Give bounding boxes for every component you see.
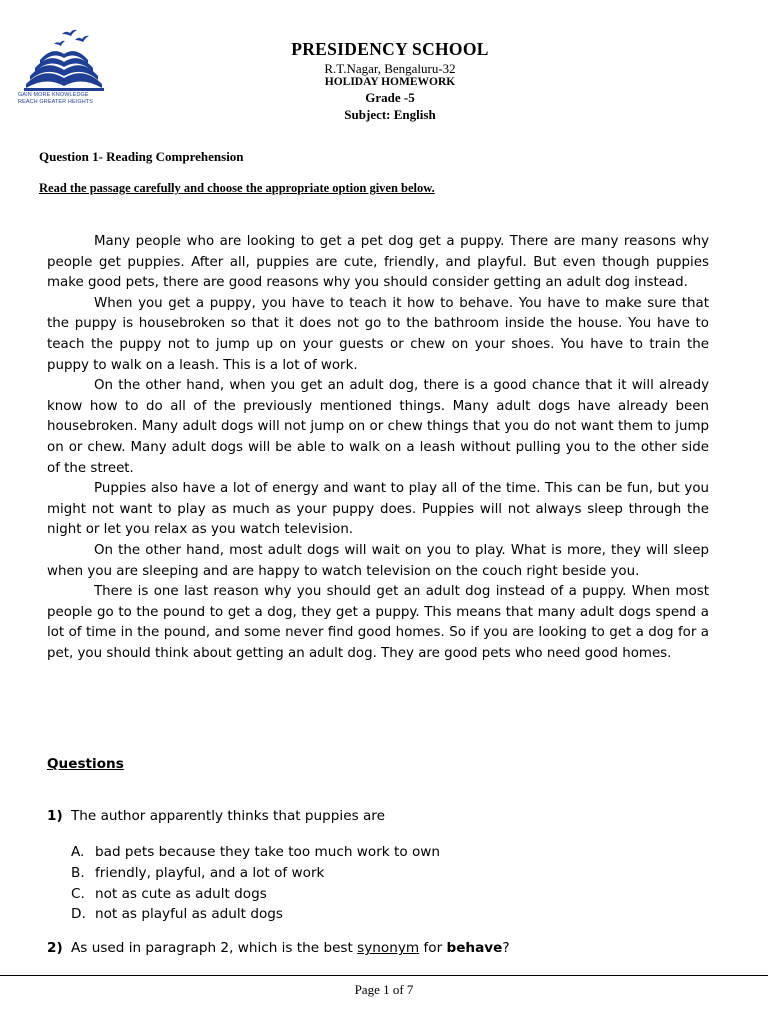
footer-divider — [0, 975, 768, 976]
reading-passage — [47, 232, 709, 664]
passage-paragraph: On the other hand, when you get an adult dog, there is a good chance that it will already know how to do all of the previously mentioned things. Many adult dogs have already been housebroken. Many adult dogs will not jump on or chew things that you do not want them to jump on or chew. Many adult dogs will be able to walk on a leash without pulling you to the other side of the street. — [47, 378, 709, 476]
school-address: R.T.Nagar, Bengaluru-32 — [324, 61, 456, 76]
question-number: 1) — [47, 808, 63, 824]
book-birds-icon — [18, 26, 110, 92]
document-header — [240, 37, 540, 123]
passage-paragraph: Many people who are looking to get a pet dog get a puppy. There are many reasons why people get puppies. After all, puppies are cute, friendly, and playful. But even though puppies make good pets, there are good reasons why you should consider getting an adult dog instead. — [47, 234, 709, 291]
question-1-options — [71, 842, 440, 925]
question-1 — [47, 808, 385, 824]
option-text: not as playful as adult dogs — [95, 906, 283, 923]
question-text-start: As used in paragraph 2, which is the best — [71, 940, 358, 956]
question-text-middle: for — [419, 940, 447, 956]
homework-title: HOLIDAY HOMEWORK — [324, 76, 456, 88]
option-text: bad pets because they take too much work to own — [95, 844, 441, 860]
passage-paragraph: On the other hand, most adult dogs will wait on you to play. What is more, they will sleep when you are sleeping and are happy to watch television on the couch right beside you. — [47, 542, 709, 579]
subject-label: Subject: English — [344, 107, 436, 122]
section-instruction: Read the passage carefully and choose the appropriate option given below. — [39, 181, 435, 195]
option-text: not as cute as adult dogs — [95, 885, 267, 902]
logo-tagline-2: REACH GREATER HEIGHTS — [18, 99, 94, 105]
synonym-word: synonym — [357, 940, 420, 956]
option-c — [71, 884, 440, 905]
school-name: PRESIDENCY SCHOOL — [291, 39, 489, 59]
passage-paragraph: Puppies also have a lot of energy and want to play all of the time. This can be fun, but you might not want to play as much as your puppy does. Puppies will not always sleep through the night or let you relax as you watch television. — [47, 481, 709, 538]
page-number: Page 1 of 7 — [354, 982, 414, 997]
questions-heading: Questions — [47, 756, 124, 772]
question-number: 2) — [47, 940, 63, 956]
passage-paragraph: There is one last reason why you should get an adult dog instead of a puppy. When most people go to the pound to get a dog, they get a puppy. This means that many adult dogs spend a lot of time in the pound, and some never find good homes. So if you are looking to get a dog for a pet, you should think about getting an adult dog. They are good pets who need good homes. — [47, 584, 709, 661]
question-2 — [47, 940, 510, 956]
option-letter: D. — [71, 906, 86, 923]
question-text: The author apparently thinks that puppies are — [71, 808, 385, 824]
option-a — [71, 842, 440, 863]
option-letter: B. — [71, 864, 85, 881]
option-d — [71, 904, 440, 925]
option-text: friendly, playful, and a lot of work — [95, 864, 325, 881]
grade-label: Grade -5 — [365, 90, 415, 105]
option-letter: C. — [71, 885, 85, 902]
question-text-end: ? — [502, 940, 510, 956]
passage-paragraph: When you get a puppy, you have to teach it how to behave. You have to make sure that the puppy is housebroken so that it does not go to the bathroom inside the house. You have to teach the puppy not to jump up on your guests or chew on your shoes. You have to train the puppy to walk on a leash. This is a lot of work. — [47, 295, 709, 373]
keyword-behave: behave — [446, 940, 503, 956]
school-logo — [18, 26, 110, 106]
logo-tagline-1: GAIN MORE KNOWLEDGE — [18, 92, 89, 98]
section-title: Question 1- Reading Comprehension — [39, 149, 244, 164]
option-b — [71, 863, 440, 884]
option-letter: A. — [71, 844, 85, 860]
